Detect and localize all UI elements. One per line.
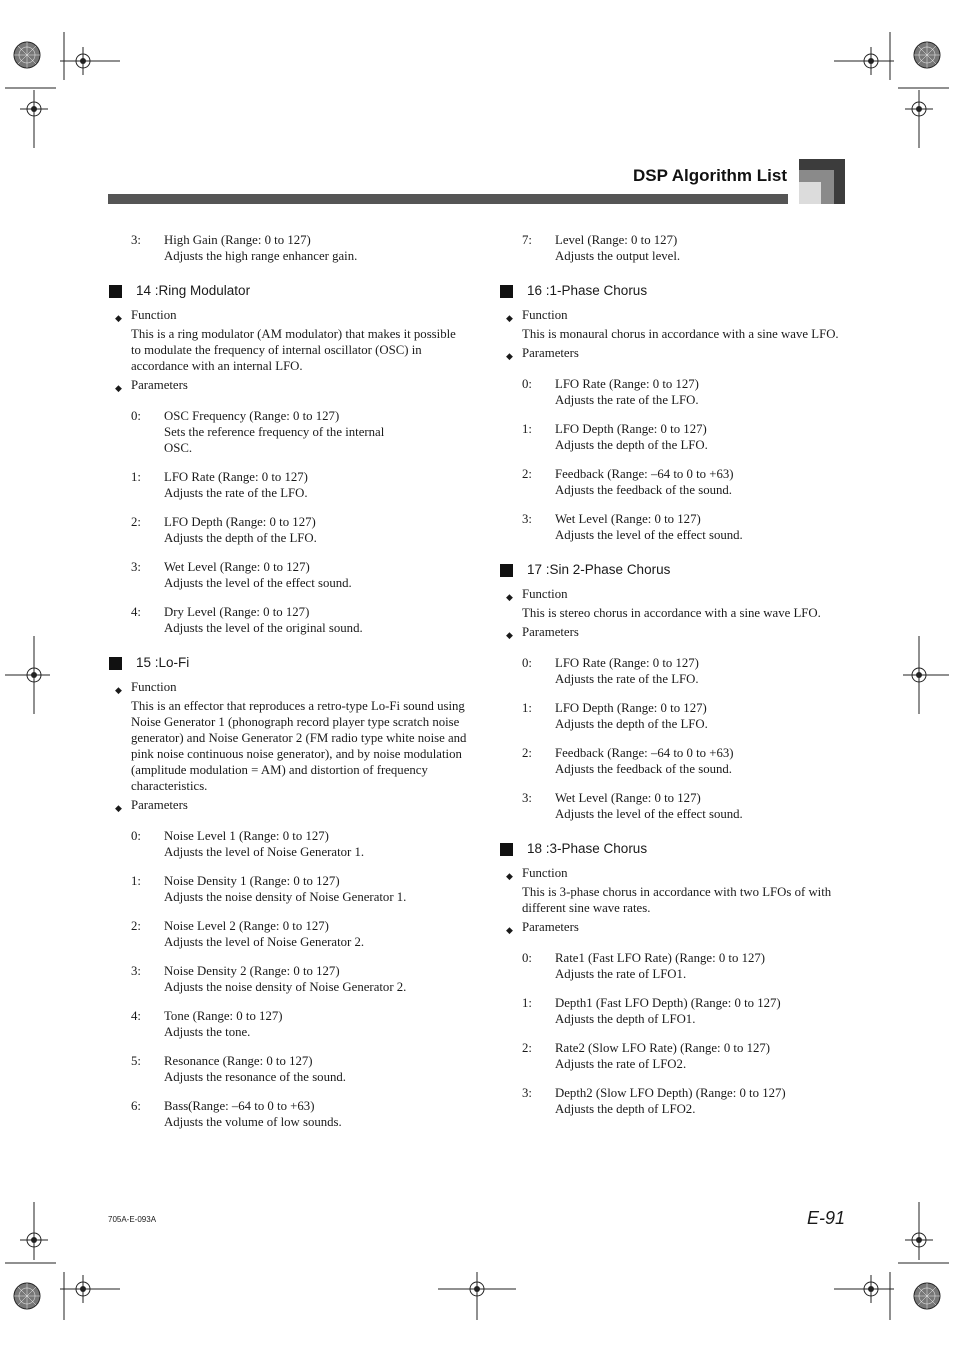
function-text: This is a ring modulator (AM modulator) that makes it possible to modulate the frequency of internal oscillator (OSC) in accordance with an internal LFO.	[131, 327, 456, 373]
param-desc: Adjusts the high range enhancer gain.	[164, 249, 358, 263]
param-name: Depth1 (Fast LFO Depth) (Range: 0 to 127)	[555, 996, 781, 1010]
bullet-item: ◆ Parameters	[499, 919, 859, 935]
param-name: Rate2 (Slow LFO Rate) (Range: 0 to 127)	[555, 1041, 771, 1055]
section-tab-inner	[799, 182, 821, 204]
param-desc: Adjusts the depth of the LFO.	[555, 438, 708, 452]
square-bullet-icon	[500, 564, 513, 577]
param-item: 2: Noise Level 2 (Range: 0 to 127) Adjusts the level of Noise Generator 2.	[108, 918, 468, 950]
bullet-item: ◆ Parameters	[108, 377, 468, 393]
diamond-bullet-icon: ◆	[115, 685, 122, 695]
param-item: 1: Depth1 (Fast LFO Depth) (Range: 0 to 127) Adjusts the depth of LFO1.	[499, 995, 859, 1027]
diamond-bullet-icon: ◆	[506, 592, 513, 602]
param-name: Tone (Range: 0 to 127)	[164, 1009, 283, 1023]
param-item: 4: Tone (Range: 0 to 127) Adjusts the tone.	[108, 1008, 468, 1040]
param-name: Wet Level (Range: 0 to 127)	[555, 512, 701, 526]
diamond-bullet-icon: ◆	[506, 871, 513, 881]
page-number: E-91	[806, 1208, 845, 1228]
diamond-bullet-icon: ◆	[115, 803, 122, 813]
param-item: 0: OSC Frequency (Range: 0 to 127) Sets the reference frequency of the internal OSC.	[108, 408, 468, 456]
right-column	[499, 232, 859, 1117]
param-name: Noise Level 1 (Range: 0 to 127)	[164, 829, 329, 843]
param-name: Rate1 (Fast LFO Rate) (Range: 0 to 127)	[555, 951, 766, 965]
param-item: 3: Depth2 (Slow LFO Depth) (Range: 0 to 127) Adjusts the depth of LFO2.	[499, 1085, 859, 1117]
param-item: 3: Noise Density 2 (Range: 0 to 127) Adjusts the noise density of Noise Generator 2.	[108, 963, 468, 995]
param-item: 3: Wet Level (Range: 0 to 127) Adjusts the level of the effect sound.	[499, 790, 859, 822]
param-name: Feedback (Range: –64 to 0 to +63)	[555, 746, 734, 760]
param-item: 0: Noise Level 1 (Range: 0 to 127) Adjusts the level of Noise Generator 1.	[108, 828, 468, 860]
section-heading: 18 :3-Phase Chorus	[499, 841, 859, 857]
param-item: 2: Feedback (Range: –64 to 0 to +63) Adjusts the feedback of the sound.	[499, 466, 859, 498]
param-desc: Adjusts the level of Noise Generator 2.	[164, 935, 365, 949]
param-desc: Adjusts the level of Noise Generator 1.	[164, 845, 365, 859]
param-item: 3: Wet Level (Range: 0 to 127) Adjusts the level of the effect sound.	[108, 559, 468, 591]
diamond-bullet-icon: ◆	[506, 925, 513, 935]
function-text: This is an effector that reproduces a retro-type Lo-Fi sound using Noise Generator 1 (phonograph record player type scratch noise generator) and Noise Generator 2 (FM radio type white noise and pink noise continuous noise generator), and by noise modulation (amplitude modulation = AM) and distortion of frequency characteristics.	[131, 699, 467, 793]
param-item: 6: Bass(Range: –64 to 0 to +63) Adjusts the volume of low sounds.	[108, 1098, 468, 1130]
param-name: LFO Depth (Range: 0 to 127)	[164, 515, 316, 529]
function-text: This is 3-phase chorus in accordance with two LFOs of with different sine wave rates.	[522, 885, 832, 915]
param-desc: Adjusts the rate of LFO1.	[555, 967, 687, 981]
square-bullet-icon	[109, 285, 122, 298]
param-desc: Adjusts the rate of the LFO.	[164, 486, 308, 500]
param-item: 2: LFO Depth (Range: 0 to 127) Adjusts the depth of the LFO.	[108, 514, 468, 546]
param-name: LFO Rate (Range: 0 to 127)	[555, 656, 699, 670]
param-name: OSC Frequency (Range: 0 to 127)	[164, 409, 340, 423]
diamond-bullet-icon: ◆	[115, 313, 122, 323]
param-name: Depth2 (Slow LFO Depth) (Range: 0 to 127)	[555, 1086, 786, 1100]
section-heading: 14 :Ring Modulator	[108, 283, 468, 299]
diamond-bullet-icon: ◆	[115, 383, 122, 393]
square-bullet-icon	[500, 285, 513, 298]
param-name: Noise Level 2 (Range: 0 to 127)	[164, 919, 329, 933]
param-desc: Adjusts the depth of the LFO.	[555, 717, 708, 731]
param-desc: Adjusts the depth of the LFO.	[164, 531, 317, 545]
param-desc: Adjusts the feedback of the sound.	[555, 483, 732, 497]
param-desc: Adjusts the depth of LFO2.	[555, 1102, 696, 1116]
param-desc: Adjusts the level of the effect sound.	[164, 576, 352, 590]
bullet-item: ◆ Function	[108, 679, 468, 695]
param-desc: Adjusts the level of the effect sound.	[555, 807, 743, 821]
param-item: 3: High Gain (Range: 0 to 127) Adjusts the high range enhancer gain.	[108, 232, 468, 264]
bullet-item: ◆ Function	[499, 307, 859, 323]
function-text: This is stereo chorus in accordance with a sine wave LFO.	[522, 606, 821, 620]
document-code: 705A-E-093A	[108, 1215, 157, 1224]
param-name: Resonance (Range: 0 to 127)	[164, 1054, 313, 1068]
param-item: 1: Noise Density 1 (Range: 0 to 127) Adjusts the noise density of Noise Generator 1.	[108, 873, 468, 905]
section-heading: 15 :Lo-Fi	[108, 655, 468, 671]
param-item: 1: LFO Rate (Range: 0 to 127) Adjusts the rate of the LFO.	[108, 469, 468, 501]
param-name: Bass(Range: –64 to 0 to +63)	[164, 1099, 315, 1113]
param-desc: Adjusts the output level.	[555, 249, 681, 263]
param-item: 7: Level (Range: 0 to 127) Adjusts the output level.	[499, 232, 859, 264]
param-name: Noise Density 1 (Range: 0 to 127)	[164, 874, 340, 888]
section-heading: 16 :1-Phase Chorus	[499, 283, 859, 299]
param-desc: Adjusts the level of the effect sound.	[555, 528, 743, 542]
param-item: 1: LFO Depth (Range: 0 to 127) Adjusts the depth of the LFO.	[499, 421, 859, 453]
param-desc: Adjusts the level of the original sound.	[164, 621, 363, 635]
bullet-item: ◆ Function	[499, 586, 859, 602]
section-heading: 17 :Sin 2-Phase Chorus	[499, 562, 859, 578]
param-desc: Adjusts the tone.	[164, 1025, 251, 1039]
diamond-bullet-icon: ◆	[506, 630, 513, 640]
param-item: 5: Resonance (Range: 0 to 127) Adjusts the resonance of the sound.	[108, 1053, 468, 1085]
bullet-item: ◆ Parameters	[108, 797, 468, 813]
param-item: 0: LFO Rate (Range: 0 to 127) Adjusts the rate of the LFO.	[499, 655, 859, 687]
param-desc: Adjusts the noise density of Noise Generator 2.	[164, 980, 407, 994]
param-name: Wet Level (Range: 0 to 127)	[555, 791, 701, 805]
page-title: DSP Algorithm List	[633, 166, 787, 185]
param-item: 1: LFO Depth (Range: 0 to 127) Adjusts the depth of the LFO.	[499, 700, 859, 732]
param-desc: Adjusts the volume of low sounds.	[164, 1115, 342, 1129]
param-name: High Gain (Range: 0 to 127)	[164, 233, 311, 247]
param-desc: Adjusts the noise density of Noise Generator 1.	[164, 890, 407, 904]
param-name: LFO Depth (Range: 0 to 127)	[555, 422, 707, 436]
param-desc: Adjusts the rate of the LFO.	[555, 672, 699, 686]
param-name: Feedback (Range: –64 to 0 to +63)	[555, 467, 734, 481]
param-desc: Sets the reference frequency of the internal OSC.	[164, 425, 385, 455]
param-item: 0: LFO Rate (Range: 0 to 127) Adjusts the rate of the LFO.	[499, 376, 859, 408]
param-name: Wet Level (Range: 0 to 127)	[164, 560, 310, 574]
diamond-bullet-icon: ◆	[506, 313, 513, 323]
param-desc: Adjusts the rate of LFO2.	[555, 1057, 687, 1071]
diamond-bullet-icon: ◆	[506, 351, 513, 361]
left-column	[108, 232, 468, 1130]
param-item: 0: Rate1 (Fast LFO Rate) (Range: 0 to 127) Adjusts the rate of LFO1.	[499, 950, 859, 982]
param-desc: Adjusts the depth of LFO1.	[555, 1012, 696, 1026]
param-desc: Adjusts the feedback of the sound.	[555, 762, 732, 776]
bullet-item: ◆ Parameters	[499, 624, 859, 640]
bullet-item: ◆ Parameters	[499, 345, 859, 361]
param-desc: Adjusts the rate of the LFO.	[555, 393, 699, 407]
param-name: LFO Rate (Range: 0 to 127)	[164, 470, 308, 484]
square-bullet-icon	[500, 843, 513, 856]
param-item: 2: Feedback (Range: –64 to 0 to +63) Adjusts the feedback of the sound.	[499, 745, 859, 777]
bullet-item: ◆ Function	[499, 865, 859, 881]
param-name: Level (Range: 0 to 127)	[555, 233, 678, 247]
param-desc: Adjusts the resonance of the sound.	[164, 1070, 346, 1084]
bullet-item: ◆ Function	[108, 307, 468, 323]
function-text: This is monaural chorus in accordance with a sine wave LFO.	[522, 327, 839, 341]
param-name: Noise Density 2 (Range: 0 to 127)	[164, 964, 340, 978]
param-name: LFO Depth (Range: 0 to 127)	[555, 701, 707, 715]
param-name: LFO Rate (Range: 0 to 127)	[555, 377, 699, 391]
square-bullet-icon	[109, 657, 122, 670]
param-item: 4: Dry Level (Range: 0 to 127) Adjusts the level of the original sound.	[108, 604, 468, 636]
param-item: 3: Wet Level (Range: 0 to 127) Adjusts the level of the effect sound.	[499, 511, 859, 543]
header-rule	[108, 194, 788, 204]
param-item: 2: Rate2 (Slow LFO Rate) (Range: 0 to 127) Adjusts the rate of LFO2.	[499, 1040, 859, 1072]
param-name: Dry Level (Range: 0 to 127)	[164, 605, 310, 619]
